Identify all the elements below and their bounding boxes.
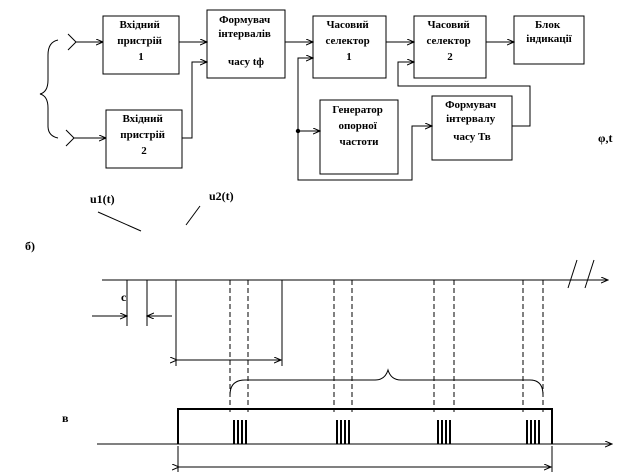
u1-pointer	[98, 212, 141, 231]
block-input-device-1-label: Вхідний пристрій 1	[117, 19, 162, 63]
block-input-device-2-label: Вхідний пристрій 2	[120, 113, 165, 157]
block-interval-former-tv-label: Формувач інтервалу часу Тв	[445, 99, 497, 143]
pulse-burst-3	[437, 420, 451, 444]
pulse-burst-2	[336, 420, 350, 444]
pulse-burst-4	[526, 420, 540, 444]
arrow-input2-to-former	[182, 62, 207, 138]
input-brace	[40, 40, 58, 138]
axis-break-mark-2	[585, 260, 594, 288]
arrow-generator-to-selector1	[298, 58, 313, 131]
label-v: в	[62, 411, 69, 425]
pulse-group-brace	[230, 370, 543, 395]
antenna-2-icon	[66, 130, 74, 146]
pulse-burst-1	[233, 420, 247, 444]
block-time-selector-2-label: Часовий селектор 2	[426, 19, 471, 63]
axis-break-mark-1	[568, 260, 577, 288]
block-indication-unit-label: Блок індикації	[526, 19, 572, 45]
block-time-selector-1-label: Часовий селектор 1	[325, 19, 370, 63]
u2-pointer	[186, 206, 200, 225]
label-phi-t: φ,t	[598, 131, 613, 145]
block-interval-former-tf-label: Формувач інтервалів часу tф	[218, 14, 271, 68]
antenna-1-icon	[68, 34, 76, 50]
label-c: c	[121, 290, 127, 304]
label-b: б)	[25, 239, 35, 253]
label-u1: u1(t)	[90, 192, 115, 206]
block-reference-generator-label: Генератор опорної частоти	[332, 104, 383, 148]
label-u2: u2(t)	[209, 189, 234, 203]
